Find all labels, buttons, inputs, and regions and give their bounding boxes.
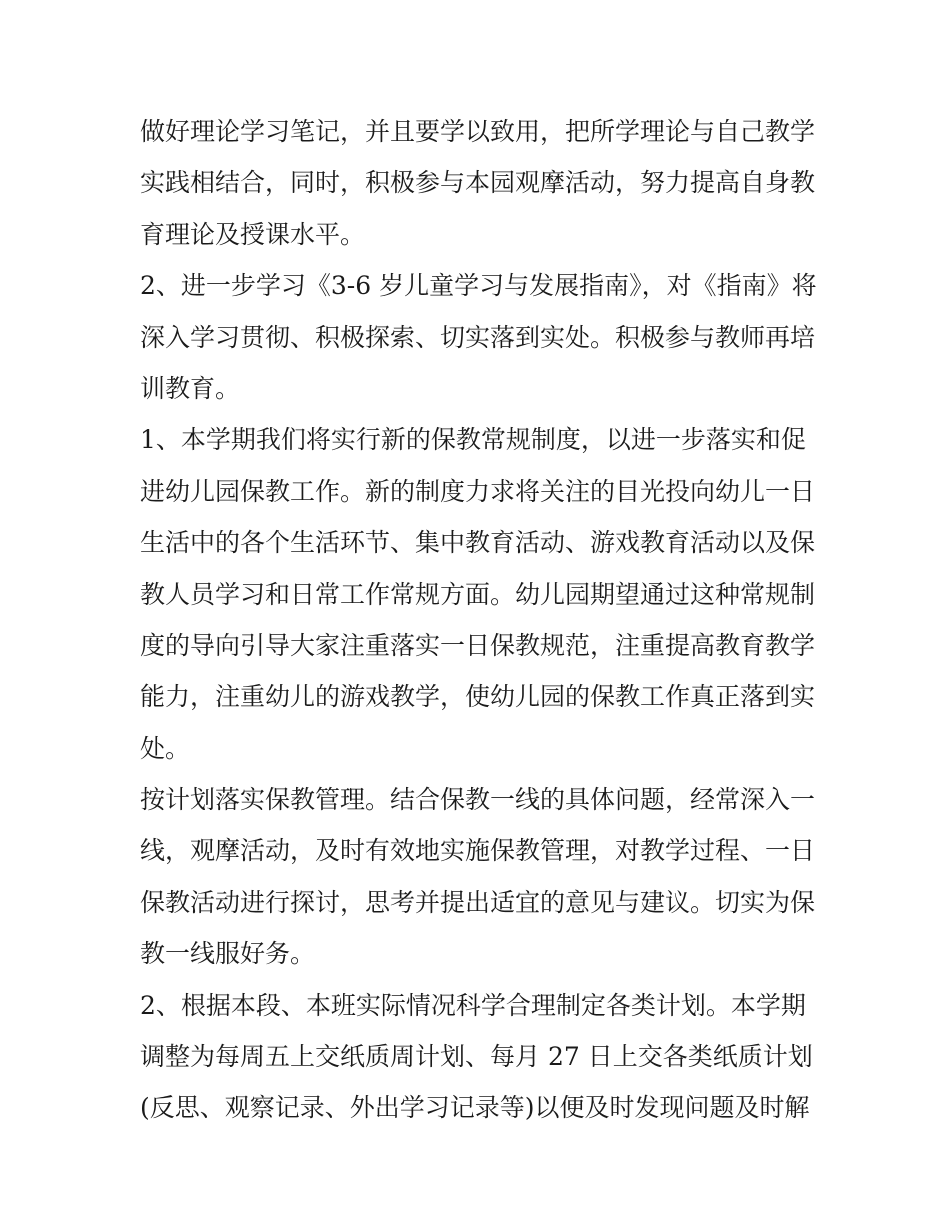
text-line: 2、根据本段、本班实际情况科学合理制定各类计划。本学期 — [140, 990, 806, 1020]
text-line: 按计划落实保教管理。结合保教一线的具体问题，经常深入一 — [140, 785, 816, 815]
text-line: 1、本学期我们将实行新的保教常规制度，以进一步落实和促 — [140, 425, 806, 455]
text-line: 度的导向引导大家注重落实一日保教规范，注重提高教育教学 — [140, 630, 816, 660]
text-line: 进幼儿园保教工作。新的制度力求将关注的目光投向幼儿一日 — [140, 476, 816, 506]
text-line: 线，观摩活动，及时有效地实施保教管理，对教学过程、一日 — [140, 836, 816, 866]
document-body — [140, 106, 820, 1134]
text-line: 处。 — [140, 733, 191, 763]
text-line: 2、进一步学习《3-6 岁儿童学习与发展指南》，对《指南》将 — [140, 271, 817, 301]
text-line: 保教活动进行探讨，思考并提出适宜的意见与建议。切实为保 — [140, 887, 816, 917]
text-line: 深入学习贯彻、积极探索、切实落到实处。积极参与教师再培 — [140, 322, 816, 352]
text-line: 实践相结合，同时，积极参与本园观摩活动，努力提高自身教 — [140, 168, 816, 198]
text-line: 育理论及授课水平。 — [140, 219, 366, 249]
text-line: 教一线服好务。 — [140, 939, 316, 969]
text-line: 调整为每周五上交纸质周计划、每月 27 日上交各类纸质计划 — [140, 1042, 813, 1072]
text-line: 生活中的各个生活环节、集中教育活动、游戏教育活动以及保 — [140, 528, 816, 558]
text-line: 训教育。 — [140, 373, 241, 403]
text-line: 教人员学习和日常工作常规方面。幼儿园期望通过这种常规制 — [140, 579, 816, 609]
text-line: (反思、观察记录、外出学习记录等)以便及时发现问题及时解 — [140, 1093, 810, 1123]
text-line: 能力，注重幼儿的游戏教学，使幼儿园的保教工作真正落到实 — [140, 682, 816, 712]
text-line: 做好理论学习笔记，并且要学以致用，把所学理论与自己教学 — [140, 117, 816, 146]
